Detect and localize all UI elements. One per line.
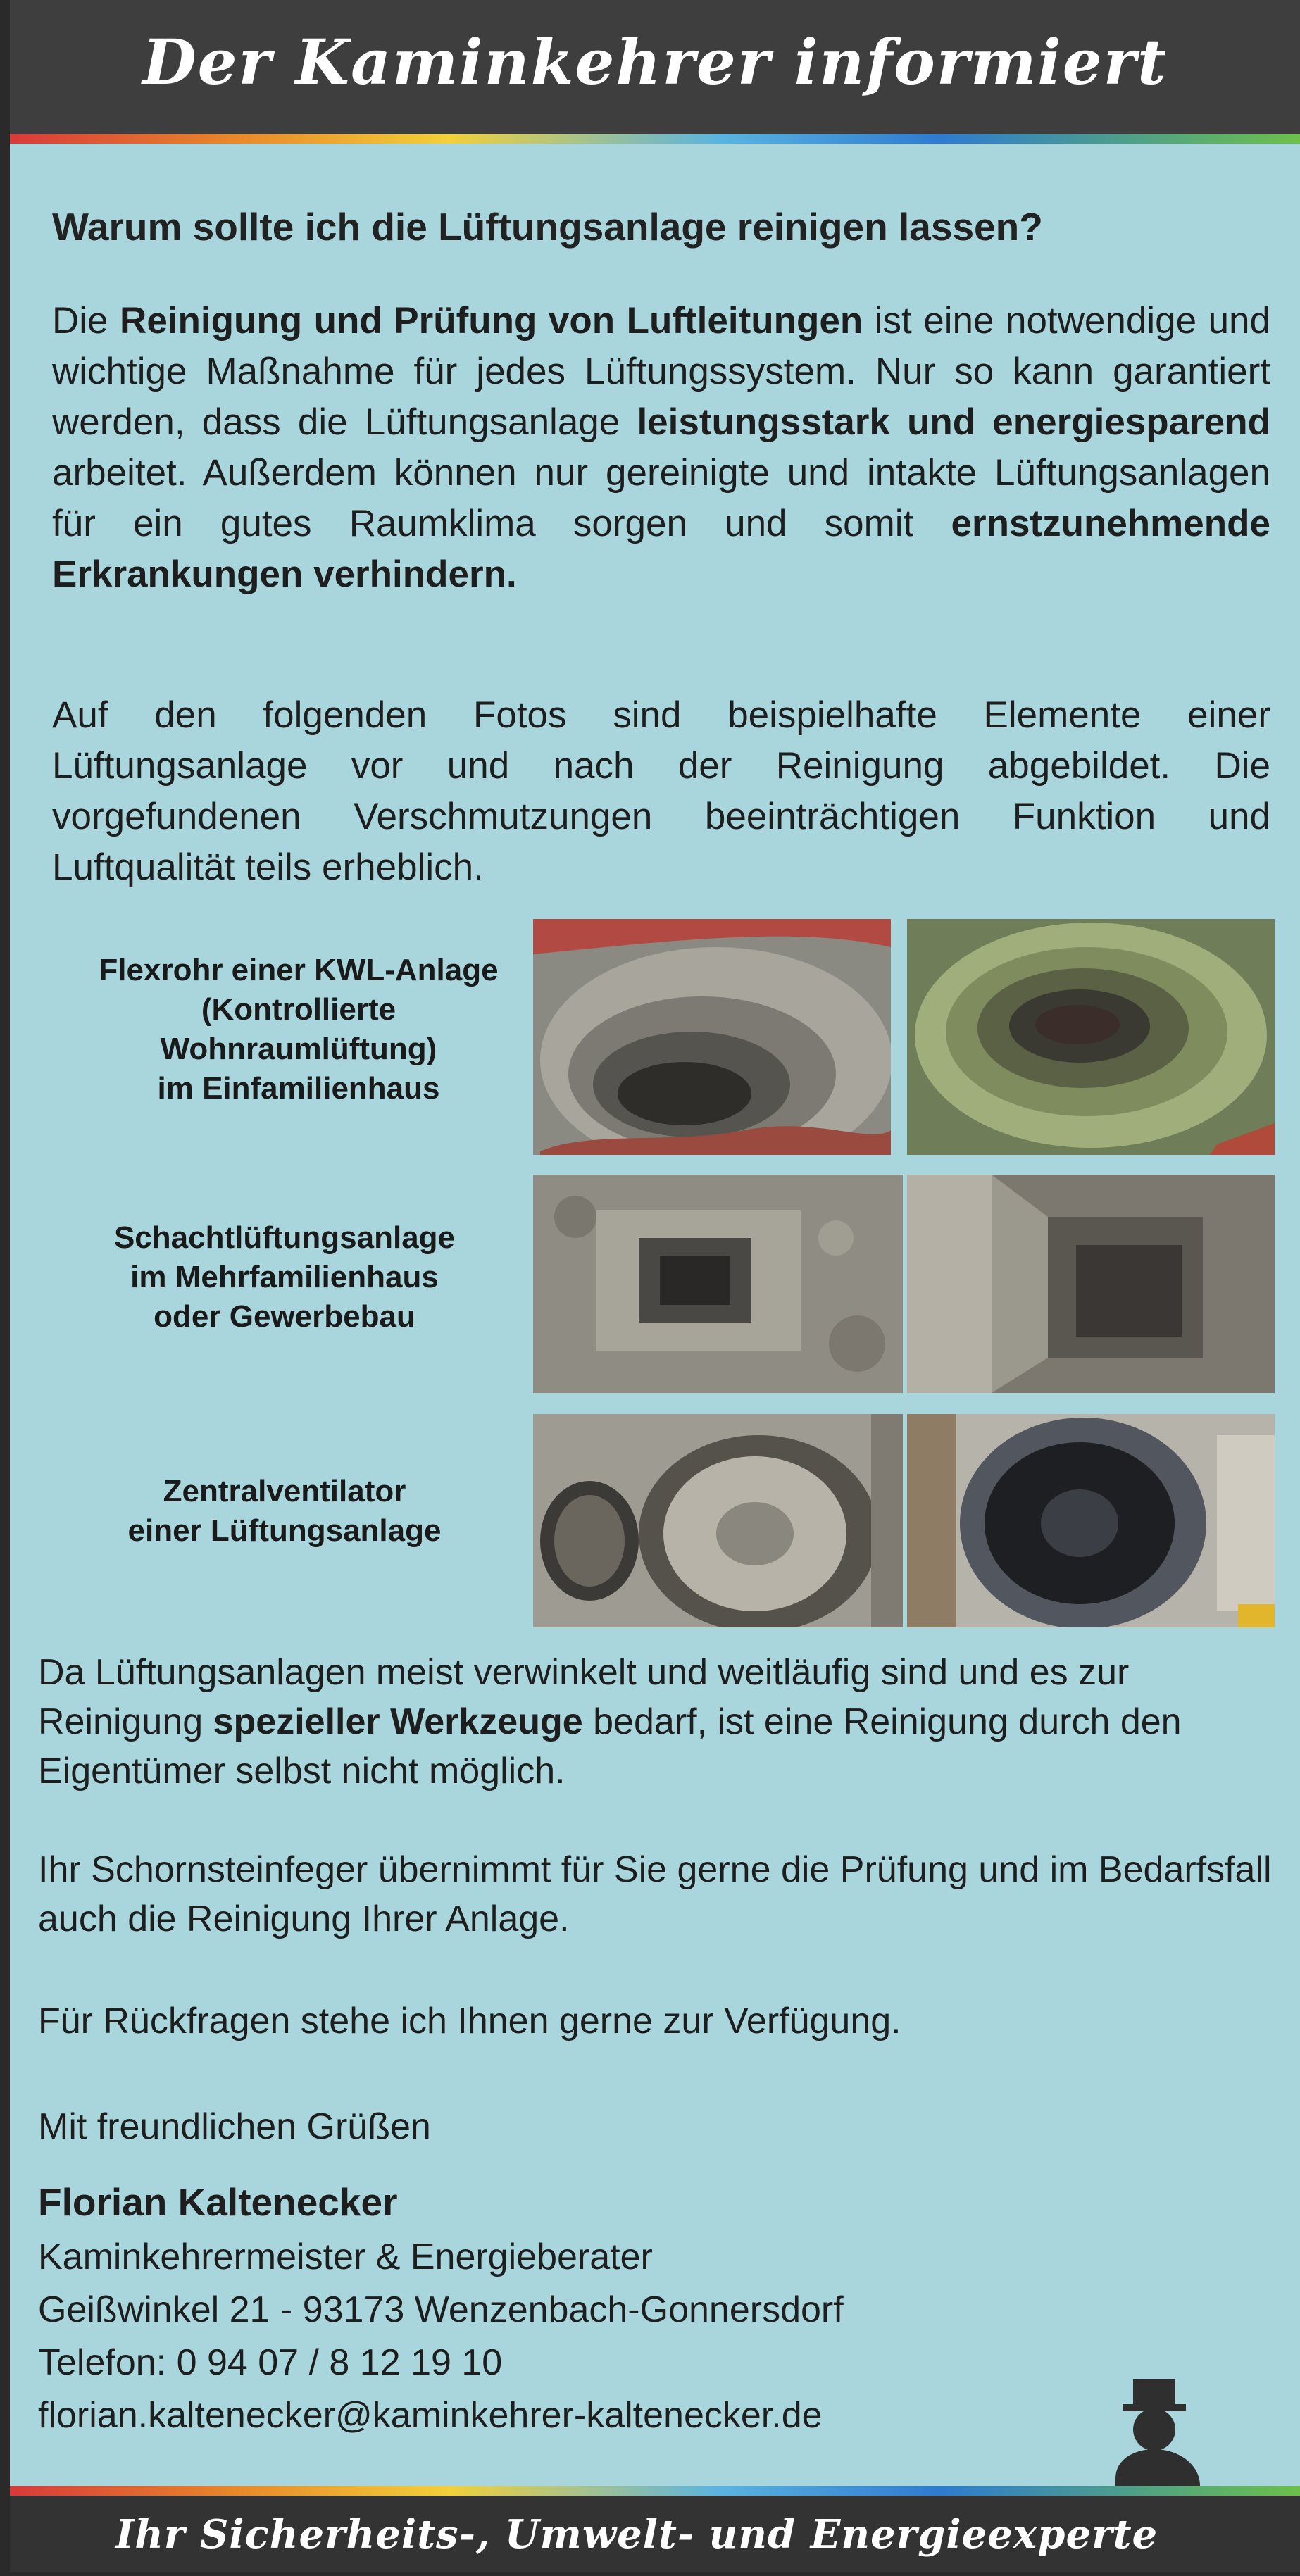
rainbow-stripe-bottom (10, 2486, 1300, 2496)
caption-line: Wohnraumlüftung) (160, 1032, 437, 1066)
contact-paragraph: Für Rückfragen stehe ich Ihnen gerne zur Verfügung. (38, 2001, 901, 2042)
signature-title: Kaminkehrermeister & Energieberater (38, 2237, 653, 2277)
signature-name: Florian Kaltenecker (38, 2180, 398, 2224)
section-question: Warum sollte ich die Lüftungsanlage reinigen lassen? (52, 205, 1043, 249)
text-span: Die (52, 300, 120, 342)
footer-slogan: Ihr Sicherheits-, Umwelt- und Energieexperte (115, 2511, 1158, 2558)
tools-paragraph (38, 1648, 1277, 1796)
photo-ventilator-after (907, 1414, 1275, 1627)
signature-address: Geißwinkel 21 - 93173 Wenzenbach-Gonnersdorf (38, 2289, 844, 2330)
greeting: Mit freundlichen Grüßen (38, 2106, 431, 2147)
intro-paragraph (52, 296, 1270, 600)
text-span: ist eine notwendige und wichtige Maßnahme für jedes Lüftungssystem. Nur so kann garantiert werden, dass die Lüftungsanlage (52, 300, 1271, 443)
photo-ventilator-before (533, 1414, 903, 1627)
service-paragraph: Ihr Schornsteinfeger übernimmt für Sie gerne die Prüfung und im Bedarfsfall auch die Reinigung Ihrer Anlage. (38, 1849, 1272, 1939)
caption-line: oder Gewerbebau (154, 1299, 415, 1334)
bold-span: ernstzunehmende Erkrankungen verhindern. (52, 503, 1270, 595)
photo-flexrohr-before (533, 919, 891, 1155)
photo-flexrohr-after (907, 919, 1275, 1155)
text-span: arbeitet. Außerdem können nur gereinigte und intakte Lüftungsanlagen für ein gutes Raumklima sorgen und somit (52, 452, 1270, 544)
header-title: Der Kaminkehrer informiert (142, 25, 1168, 99)
caption-line: Zentralventilator (163, 1474, 406, 1508)
bold-span: Reinigung und Prüfung von Luftleitungen (120, 300, 863, 342)
caption-line: Schachtlüftungsanlage (113, 1220, 456, 1255)
caption-ventilator (59, 1472, 510, 1551)
caption-flexrohr (52, 951, 545, 1108)
photos-intro-paragraph: Auf den folgenden Fotos sind beispielhafte Elemente einer Lüftungsanlage vor und nach der Reinigung abgebildet. Die vorgefundenen Verschmutzungen beeinträchtigen Funktion und Luftqualität teils erheblich. (52, 694, 1270, 888)
bold-span: spezieller Werkzeuge (213, 1701, 583, 1742)
header-bar (10, 0, 1300, 141)
photo-schacht-before (533, 1175, 903, 1393)
caption-line: (Kontrollierte (201, 992, 396, 1027)
flyer-page (10, 0, 1300, 2572)
caption-schacht (59, 1218, 510, 1337)
photo-schacht-after (907, 1175, 1275, 1393)
caption-line: im Einfamilienhaus (157, 1071, 440, 1106)
signature-email: florian.kaltenecker@kaminkehrer-kaltenecker.de (38, 2395, 823, 2436)
rainbow-stripe-top (10, 134, 1300, 144)
caption-line: Flexrohr einer KWL-Anlage (99, 953, 499, 987)
signature-phone: Telefon: 0 94 07 / 8 12 19 10 (38, 2342, 503, 2383)
text-span: bedarf, ist eine Reinigung durch den Eigentümer selbst nicht möglich. (38, 1701, 1182, 1792)
bold-span: leistungsstark und energiesparend (637, 401, 1270, 443)
caption-line: einer Lüftungsanlage (127, 1513, 442, 1548)
footer-bar (10, 2496, 1300, 2572)
caption-line: im Mehrfamilienhaus (130, 1260, 439, 1294)
text-span: Da Lüftungsanlagen meist verwinkelt und weitläufig sind und es zur Reinigung (38, 1652, 1130, 1742)
